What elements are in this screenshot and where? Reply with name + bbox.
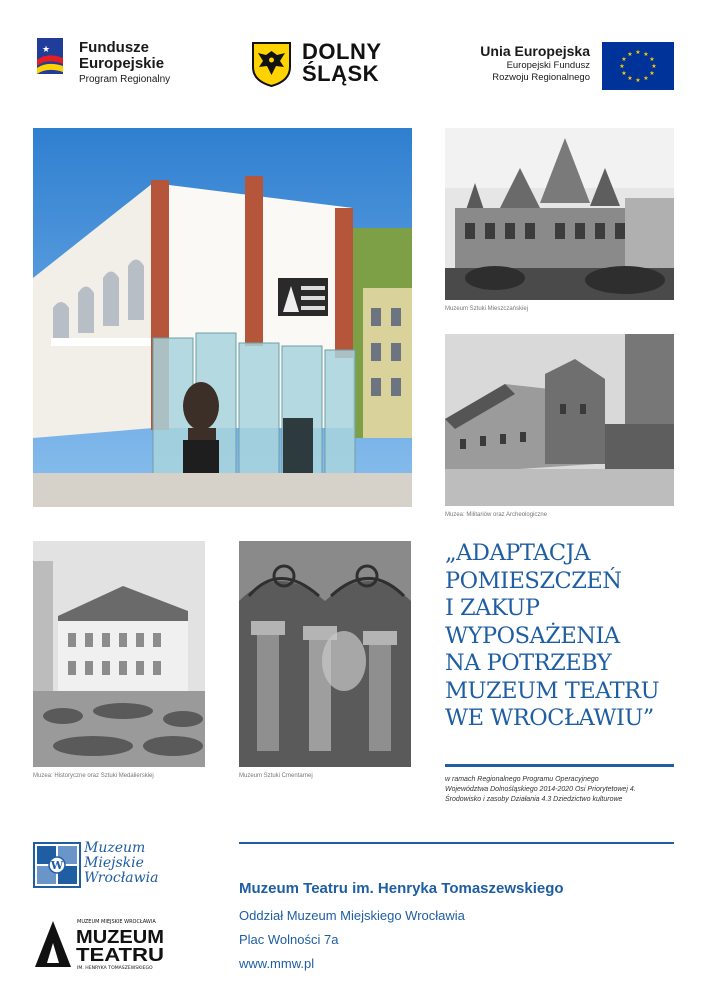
mt-line2: TEATRU bbox=[76, 945, 164, 965]
caption-cmentarna: Muzeum Sztuki Cmentarnej bbox=[239, 773, 313, 779]
svg-text:★: ★ bbox=[643, 51, 649, 58]
title-line: NA POTRZEBY bbox=[445, 650, 612, 676]
ds-line2: ŚLĄSK bbox=[302, 61, 380, 86]
eu-flag-icon bbox=[602, 42, 674, 90]
fundusze-europejskie-text bbox=[79, 40, 170, 87]
photo-palac-krolewski bbox=[33, 541, 205, 767]
program-description bbox=[445, 775, 685, 805]
museum-address: Plac Wolności 7a bbox=[239, 932, 339, 947]
program-line: w ramach Regionalnego Programu Operacyjnego bbox=[445, 776, 599, 783]
ue-line2: Europejski Fundusz bbox=[506, 60, 590, 71]
svg-text:★: ★ bbox=[621, 56, 627, 63]
program-line: Środowisko i zasoby Działania 4.3 Dziedzictwo kulturowe bbox=[445, 796, 623, 803]
program-line: Województwa Dolnośląskiego 2014-2020 Osi Priorytetowej 4. bbox=[445, 786, 636, 793]
svg-text:★: ★ bbox=[619, 63, 625, 70]
fe-line2: Europejskie bbox=[79, 55, 165, 72]
museum-branch: Oddział Muzeum Miejskiego Wrocławia bbox=[239, 908, 465, 923]
muzeum-miejskie-wroclawia-text bbox=[84, 841, 158, 886]
muzeum-miejskie-wroclawia-crest-icon bbox=[33, 842, 81, 888]
mmw-line2: Miejskie bbox=[84, 855, 144, 871]
ue-line3: Rozwoju Regionalnego bbox=[492, 72, 590, 83]
dolny-slask-eagle-shield-icon bbox=[251, 41, 292, 87]
caption-rynek: Muzeum Sztuki Mieszczańskiej bbox=[445, 306, 529, 312]
title-line: POMIESZCZEŃ bbox=[445, 567, 622, 594]
caption-palace: Muzea: Historyczne oraz Sztuki Medalierskiej bbox=[33, 773, 154, 779]
mt-line1: MUZEUM bbox=[76, 927, 164, 947]
title-line: „ADAPTACJA bbox=[445, 540, 590, 566]
dolny-slask-text bbox=[302, 41, 382, 85]
svg-text:★: ★ bbox=[42, 45, 51, 55]
svg-text:W: W bbox=[50, 859, 64, 872]
ds-line1: DOLNY bbox=[302, 39, 382, 64]
fe-line3: Program Regionalny bbox=[79, 74, 171, 85]
photo-arsenal-muzea bbox=[445, 334, 674, 506]
mmw-line1: Muzeum bbox=[84, 840, 146, 856]
footer-divider bbox=[239, 842, 674, 844]
muzeum-teatru-logo bbox=[33, 913, 167, 971]
title-line: I ZAKUP bbox=[445, 595, 540, 621]
svg-text:★: ★ bbox=[649, 56, 655, 63]
photo-muzeum-sztuki-cmentarnej bbox=[239, 541, 411, 767]
svg-text:★: ★ bbox=[627, 51, 633, 58]
mt-bottom-text: IM. HENRYKA TOMASZEWSKIEGO bbox=[77, 966, 153, 971]
title-line: MUZEUM TEATRU bbox=[445, 677, 660, 704]
fe-line1: Fundusze bbox=[79, 39, 149, 56]
caption-arsenal: Muzea: Militariów oraz Archeologiczne bbox=[445, 512, 548, 518]
photo-muzeum-sztuki-mieszczanskiej bbox=[445, 128, 674, 300]
title-divider bbox=[445, 764, 674, 767]
ue-line1: Unia Europejska bbox=[480, 43, 590, 59]
svg-text:★: ★ bbox=[621, 70, 627, 77]
svg-text:★: ★ bbox=[635, 49, 641, 56]
museum-name: Muzeum Teatru im. Henryka Tomaszewskiego bbox=[239, 880, 564, 897]
unia-europejska-text bbox=[440, 42, 590, 84]
fundusze-europejskie-flag-icon bbox=[33, 34, 67, 92]
title-line: WYPOSAŻENIA bbox=[445, 622, 620, 649]
museum-website-link[interactable]: www.mmw.pl bbox=[239, 956, 315, 971]
title-line: WE WROCŁAWIU” bbox=[445, 705, 654, 731]
svg-text:★: ★ bbox=[651, 63, 657, 70]
svg-text:★: ★ bbox=[635, 77, 641, 84]
svg-text:★: ★ bbox=[643, 75, 649, 82]
svg-text:★: ★ bbox=[627, 75, 633, 82]
svg-text:★: ★ bbox=[649, 70, 655, 77]
main-photo-muzeum-teatru bbox=[33, 128, 412, 507]
mt-top-text: MUZEUM MIEJSKIE WROCŁAWIA bbox=[77, 919, 156, 925]
mmw-line3: Wrocławia bbox=[84, 870, 159, 886]
project-title bbox=[445, 540, 685, 733]
